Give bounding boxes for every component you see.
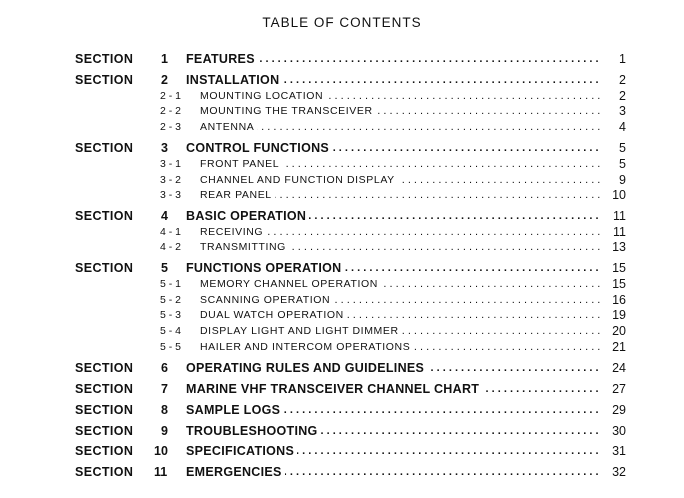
section-number: 9 [161,424,168,438]
page-number: 24 [612,361,626,375]
section-number: 2 [161,73,168,87]
section-title: MARINE VHF TRANSCEIVER CHANNEL CHART [186,382,482,396]
subsection-title: TRANSMITTING [200,241,289,253]
section-title-leader [186,51,602,67]
toc-section-row[interactable] [0,260,684,276]
section-title-leader [186,140,602,156]
subsection-number: 5 - 4 [160,325,182,337]
toc-subsection-row[interactable] [0,119,684,135]
subsection-title-leader [200,187,602,203]
section-prefix: SECTION [75,382,134,396]
section-title-leader [186,443,602,459]
page-number: 3 [619,104,626,118]
subsection-title-leader [200,224,602,240]
toc-section-row[interactable] [0,360,684,376]
toc-subsection-row[interactable] [0,172,684,188]
toc-section-row[interactable] [0,72,684,88]
subsection-number: 2 - 2 [160,105,182,117]
section-title-leader [186,72,602,88]
section-prefix: SECTION [75,261,134,275]
subsection-number: 5 - 2 [160,294,182,306]
section-prefix: SECTION [75,465,134,479]
subsection-number: 5 - 1 [160,278,182,290]
toc-subsection-row[interactable] [0,292,684,308]
section-title: SPECIFICATIONS [186,444,297,458]
subsection-number: 2 - 3 [160,121,182,133]
toc-subsection-row[interactable] [0,88,684,104]
subsection-title: FRONT PANEL [200,158,282,170]
toc-subsection-row[interactable] [0,103,684,119]
subsection-title-leader [200,88,602,104]
subsection-title: RECEIVING [200,226,266,238]
page-number: 27 [612,382,626,396]
subsection-title-leader [200,172,602,188]
subsection-title: MOUNTING LOCATION [200,90,326,102]
page-number: 5 [619,157,626,171]
section-title: SAMPLE LOGS [186,403,283,417]
page-number: 20 [612,324,626,338]
subsection-number: 2 - 1 [160,90,182,102]
toc-subsection-row[interactable] [0,156,684,172]
section-title: FUNCTIONS OPERATION [186,261,344,275]
page-number: 32 [612,465,626,479]
subsection-title-leader [200,339,602,355]
section-prefix: SECTION [75,73,134,87]
section-prefix: SECTION [75,424,134,438]
toc-section-row[interactable] [0,443,684,459]
page-number: 19 [612,308,626,322]
section-title: FEATURES [186,52,258,66]
section-number: 8 [161,403,168,417]
subsection-title: HAILER AND INTERCOM OPERATIONS [200,341,413,353]
subsection-title-leader [200,156,602,172]
toc-subsection-row[interactable] [0,276,684,292]
section-prefix: SECTION [75,141,134,155]
section-title-leader [186,360,602,376]
section-number: 1 [161,52,168,66]
page-number: 15 [612,277,626,291]
toc-section-row[interactable] [0,402,684,418]
page-number: 1 [619,52,626,66]
section-number: 6 [161,361,168,375]
page-number: 5 [619,141,626,155]
section-title-leader [186,464,602,480]
subsection-number: 3 - 1 [160,158,182,170]
subsection-title: ANTENNA [200,121,257,133]
page-number: 2 [619,89,626,103]
page-title: TABLE OF CONTENTS [262,15,422,30]
page-number: 11 [613,225,626,239]
subsection-title: MEMORY CHANNEL OPERATION [200,278,381,290]
section-number: 7 [161,382,168,396]
subsection-title-leader [200,103,602,119]
subsection-number: 5 - 5 [160,341,182,353]
page-number: 21 [612,340,626,354]
page-number: 13 [612,240,626,254]
page-number: 11 [613,209,626,223]
section-title: BASIC OPERATION [186,209,309,223]
subsection-title-leader [200,239,602,255]
page-number: 29 [612,403,626,417]
toc-section-row[interactable] [0,464,684,480]
section-number: 3 [161,141,168,155]
subsection-number: 3 - 2 [160,174,182,186]
toc-section-row[interactable] [0,208,684,224]
section-title: EMERGENCIES [186,465,285,479]
section-number: 11 [154,465,168,479]
section-prefix: SECTION [75,361,134,375]
subsection-number: 3 - 3 [160,189,182,201]
section-number: 5 [161,261,168,275]
toc-section-row[interactable] [0,381,684,397]
page-number: 15 [612,261,626,275]
toc-subsection-row[interactable] [0,187,684,203]
section-title-leader [186,208,602,224]
section-prefix: SECTION [75,209,134,223]
toc-section-row[interactable] [0,423,684,439]
subsection-number: 4 - 2 [160,241,182,253]
toc-section-row[interactable] [0,140,684,156]
toc-subsection-row[interactable] [0,307,684,323]
toc-subsection-row[interactable] [0,323,684,339]
subsection-title: REAR PANEL [200,189,275,201]
page-number: 4 [619,120,626,134]
subsection-title-leader [200,292,602,308]
section-prefix: SECTION [75,52,134,66]
subsection-title-leader [200,323,602,339]
section-title-leader [186,423,602,439]
section-prefix: SECTION [75,444,134,458]
toc-subsection-row[interactable] [0,224,684,240]
section-title-leader [186,381,602,397]
section-title: INSTALLATION [186,73,282,87]
subsection-number: 4 - 1 [160,226,182,238]
subsection-title: SCANNING OPERATION [200,294,333,306]
toc-section-row[interactable] [0,51,684,67]
page-number: 16 [612,293,626,307]
toc-subsection-row[interactable] [0,239,684,255]
page-number: 9 [619,173,626,187]
section-title-leader [186,260,602,276]
subsection-title: CHANNEL AND FUNCTION DISPLAY [200,174,398,186]
section-prefix: SECTION [75,403,134,417]
subsection-title: DISPLAY LIGHT AND LIGHT DIMMER [200,325,402,337]
section-title-leader [186,402,602,418]
toc-subsection-row[interactable] [0,339,684,355]
subsection-number: 5 - 3 [160,309,182,321]
section-title: CONTROL FUNCTIONS [186,141,332,155]
page-number: 10 [612,188,626,202]
subsection-title-leader [200,119,602,135]
page-number: 2 [619,73,626,87]
section-number: 4 [161,209,168,223]
subsection-title: DUAL WATCH OPERATION [200,309,347,321]
subsection-title-leader [200,276,602,292]
subsection-title: MOUNTING THE TRANSCEIVER [200,105,376,117]
subsection-title-leader [200,307,602,323]
page-number: 30 [612,424,626,438]
section-title: TROUBLESHOOTING [186,424,321,438]
section-number: 10 [154,444,168,458]
page-number: 31 [612,444,626,458]
section-title: OPERATING RULES AND GUIDELINES [186,361,427,375]
